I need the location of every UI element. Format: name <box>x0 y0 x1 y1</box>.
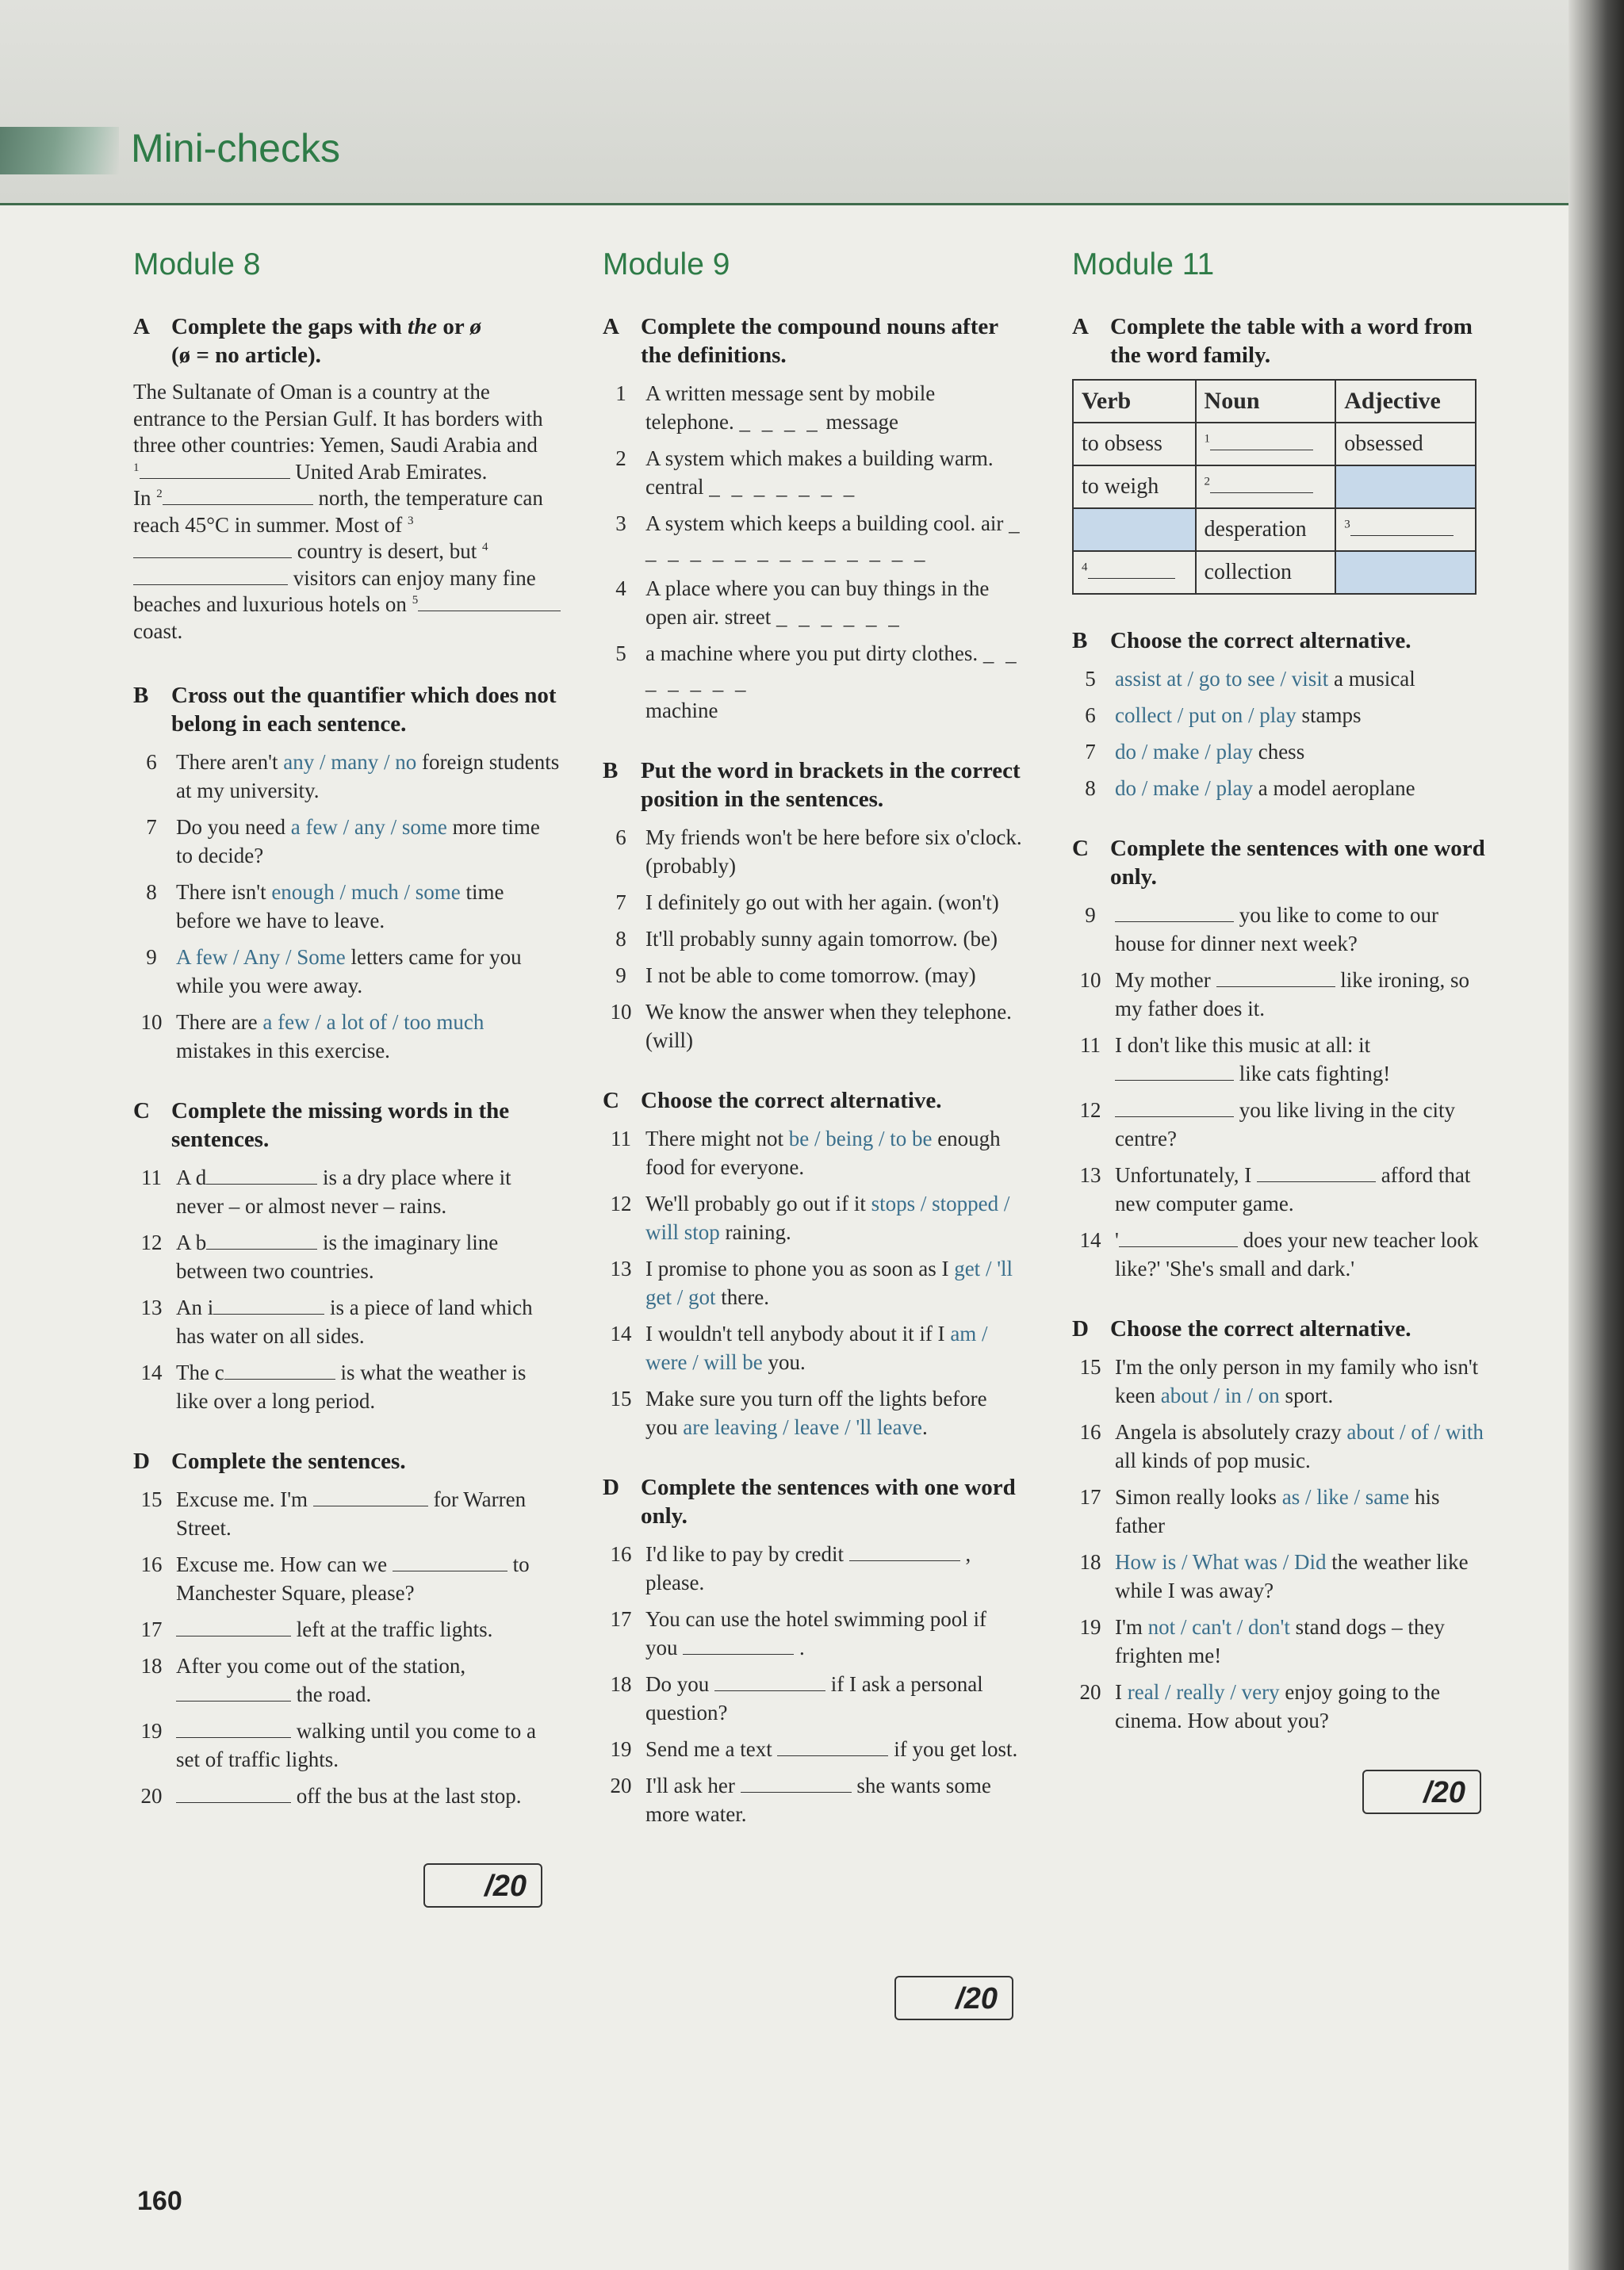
section-letter: A <box>133 314 150 339</box>
module-9-column <box>603 247 1023 1860</box>
exercise-item: 12 A b is the imaginary line between two countries. <box>140 1231 499 1283</box>
header-bar <box>0 0 1570 205</box>
exercise-item: 16 Excuse me. How can we to Manchester Square, please? <box>140 1552 530 1605</box>
module-11-section-d <box>1072 1315 1492 1735</box>
module-9-section-c <box>603 1086 1023 1441</box>
answer-blank[interactable] <box>176 1720 291 1738</box>
book-spine-shadow <box>1568 0 1624 2270</box>
answer-blank[interactable] <box>1115 1062 1234 1081</box>
table-row: desperation $^3$ <box>1073 508 1476 551</box>
gap-5[interactable] <box>418 593 561 611</box>
table-row: $^4$ collection <box>1073 551 1476 594</box>
letter-blanks[interactable]: _ _ _ _ _ _ <box>776 605 902 629</box>
exercise-item: 13 An i is a piece of land which has water on all sides. <box>140 1296 533 1348</box>
exercise-item: 9 you like to come to our house for dinner next week? <box>1085 903 1438 955</box>
page-number: 160 <box>137 2186 182 2216</box>
shaded-cell <box>1335 551 1476 594</box>
answer-blank[interactable] <box>1216 969 1335 987</box>
module-8-section-a <box>133 312 561 645</box>
section-instruction: Complete the gaps with the or ø (ø = no article). <box>171 314 481 368</box>
exercise-item: 11 A d is a dry place where it never – or almost never – rains. <box>141 1166 511 1218</box>
exercise-item: 8 There isn't enough / much / some time before we have to leave. <box>146 880 504 932</box>
exercise-item: 14 ' does your new teacher look like?' 'She's small and dark.' <box>1079 1228 1479 1280</box>
exercise-item: 18 Do you if I ask a personal question? <box>610 1672 983 1725</box>
exercise-item: 13 Unfortunately, I afford that new computer game. <box>1079 1163 1471 1215</box>
answer-blank[interactable] <box>206 1166 317 1185</box>
exercise-item: 11 There might not be / being / to be enough food for everyone. <box>611 1127 1001 1179</box>
exercise-item: 7 I definitely go out with her again. (won't) <box>615 890 999 914</box>
exercise-item: 19 walking until you come to a set of traffic lights. <box>140 1719 536 1771</box>
alternatives[interactable]: do / make / play <box>1115 776 1253 800</box>
exercise-item: 16 I'd like to pay by credit , please. <box>610 1542 971 1594</box>
alternatives[interactable]: A few / Any / Some <box>176 945 346 969</box>
table-blank-cell[interactable]: 4 <box>1073 551 1196 594</box>
section-heading: A Complete the compound nouns after the definitions. <box>603 314 998 368</box>
alternatives[interactable]: get / 'll get / got <box>645 1257 1013 1309</box>
answer-blank[interactable] <box>176 1683 291 1702</box>
page-title: Mini-checks <box>131 126 340 170</box>
alternatives[interactable]: are leaving / leave / 'll leave <box>683 1415 922 1439</box>
shaded-cell <box>1073 508 1196 551</box>
section-heading: D Choose the correct alternative. <box>1072 1316 1411 1342</box>
gap-4[interactable] <box>133 567 288 585</box>
module-9-section-b <box>603 756 1023 1055</box>
module-9-score-box[interactable]: /20 <box>894 1976 1013 2020</box>
section-heading: D Complete the sentences with one word only. <box>603 1475 1016 1529</box>
exercise-item: 15 I'm the only person in my family who isn't keen about / in / on sport. <box>1079 1355 1479 1407</box>
exercise-item: 14 I wouldn't tell anybody about it if I am / were / will be you. <box>610 1322 988 1374</box>
table-row: to obsess $^1$ obsessed <box>1073 423 1476 465</box>
answer-blank[interactable] <box>313 1488 428 1506</box>
exercise-item: 8 It'll probably sunny again tomorrow. (be) <box>615 927 998 951</box>
alternatives[interactable]: about / in / on <box>1160 1384 1280 1407</box>
exercise-item: 20 I real / really / very enjoy going to the cinema. How about you? <box>1079 1680 1441 1732</box>
exercise-item: 5 a machine where you put dirty clothes. _ _ _ _ _ _ _ machine <box>615 641 1020 722</box>
exercise-item: 7 do / make / play chess <box>1085 740 1305 764</box>
exercise-item: 15 Make sure you turn off the lights before you are leaving / leave / 'll leave. <box>610 1387 987 1439</box>
gap-1[interactable] <box>140 461 290 479</box>
exercise-item: 18 After you come out of the station, the road. <box>140 1654 466 1706</box>
letter-blanks[interactable]: _ _ _ _ <box>739 410 821 434</box>
gap-2[interactable] <box>163 487 313 505</box>
answer-blank[interactable] <box>714 1673 825 1691</box>
answer-blank[interactable] <box>176 1785 291 1803</box>
alternatives[interactable]: not / can't / don't <box>1147 1615 1290 1639</box>
answer-blank[interactable] <box>1115 1099 1234 1117</box>
exercise-item: 17 You can use the hotel swimming pool if you . <box>610 1607 986 1659</box>
module-8-section-c <box>133 1097 561 1415</box>
answer-blank[interactable] <box>777 1738 888 1756</box>
exercise-item: 16 Angela is absolutely crazy about / of / with all kinds of pop music. <box>1079 1420 1484 1472</box>
exercise-item: 17 Simon really looks as / like / same his father <box>1079 1485 1440 1537</box>
letter-blanks[interactable]: _ _ _ _ _ _ _ _ _ _ _ _ _ _ <box>645 511 1023 564</box>
answer-blank[interactable] <box>683 1636 794 1655</box>
module-11-section-c <box>1072 834 1492 1283</box>
answer-blank[interactable] <box>1257 1164 1376 1182</box>
section-heading: B Put the word in brackets in the correct position in the sentences. <box>603 758 1021 812</box>
module-11-column <box>1072 247 1492 1767</box>
exercise-item: 15 Excuse me. I'm for Warren Street. <box>140 1487 527 1540</box>
answer-blank[interactable] <box>1119 1229 1238 1247</box>
answer-blank[interactable] <box>206 1231 317 1250</box>
exercise-item: 9 A few / Any / Some letters came for you while you were away. <box>146 945 522 997</box>
exercise-item: 20 I'll ask her she wants some more water. <box>610 1774 991 1826</box>
table-blank-cell[interactable]: 3 <box>1335 508 1476 551</box>
alternatives[interactable]: a few / any / some <box>290 815 447 839</box>
letter-blanks[interactable]: _ _ _ _ _ _ _ <box>645 641 1020 694</box>
answer-blank[interactable] <box>224 1361 335 1380</box>
table-blank-cell[interactable]: 2 <box>1196 465 1336 508</box>
exercise-item: 10 My mother like ironing, so my father does it. <box>1079 968 1469 1020</box>
exercise-item: 8 do / make / play a model aeroplane <box>1085 776 1415 800</box>
oman-gap-text: The Sultanate of Oman is a country at the entrance to the Persian Gulf. It has borders with three other countries: Yemen, Saudi Arabia and $^1$ United Arab Emirates. In $^2$ north, the temperature can reach 45°C in summer. Most of $^3$ country is desert, but $^4$ visitors can enjoy many fine beaches and luxurious hotels on $^5$ coast. <box>133 379 561 645</box>
alternatives[interactable]: am / were / will be <box>645 1322 988 1374</box>
section-heading: C Complete the sentences with one word only. <box>1072 836 1485 890</box>
module-8-title: Module 8 <box>133 247 261 281</box>
exercise-item: 14 The c is what the weather is like over a long period. <box>140 1361 527 1413</box>
exercise-item: 6 collect / put on / play stamps <box>1085 703 1362 727</box>
module-8-section-d <box>133 1447 561 1810</box>
letter-blanks[interactable]: _ _ _ _ _ _ _ <box>709 475 858 499</box>
gap-3[interactable] <box>133 540 292 558</box>
exercise-item: 20 off the bus at the last stop. <box>140 1784 522 1808</box>
exercise-item: 12 you like living in the city centre? <box>1079 1098 1455 1150</box>
answer-blank[interactable] <box>176 1618 291 1636</box>
alternatives[interactable]: collect / put on / play <box>1115 703 1297 727</box>
section-heading: A Complete the table with a word from the word family. <box>1072 314 1473 368</box>
module-9-section-a <box>603 312 1023 725</box>
module-8-column <box>133 247 561 1842</box>
alternatives[interactable]: do / make / play <box>1115 740 1253 764</box>
alternatives[interactable]: a few / a lot of / too much <box>262 1010 485 1034</box>
alternatives[interactable]: stops / stopped / will stop <box>645 1192 1010 1244</box>
exercise-item: 10 There are a few / a lot of / too much mistakes in this exercise. <box>140 1010 485 1062</box>
exercise-item: 17 left at the traffic lights. <box>140 1617 493 1641</box>
exercise-item: 7 Do you need a few / any / some more time to decide? <box>146 815 540 867</box>
exercise-item: 4 A place where you can buy things in the open air. street _ _ _ _ _ _ <box>615 576 990 629</box>
answer-blank[interactable] <box>741 1774 852 1793</box>
alternatives[interactable]: be / being / to be <box>788 1127 933 1150</box>
exercise-item: 5 assist at / go to see / visit a musical <box>1085 667 1415 691</box>
exercise-item: 19 Send me a text if you get lost. <box>610 1737 1018 1761</box>
exercise-item: 6 There aren't any / many / no foreign students at my university. <box>146 750 560 802</box>
table-header-row: Verb Noun Adjective <box>1073 380 1476 423</box>
table-row: to weigh $^2$ <box>1073 465 1476 508</box>
exercise-item: 12 We'll probably go out if it stops / stopped / will stop raining. <box>610 1192 1010 1244</box>
section-heading: B Choose the correct alternative. <box>1072 628 1411 653</box>
section-heading: D Complete the sentences. <box>133 1449 406 1474</box>
header-divider <box>0 203 1578 205</box>
module-11-title: Module 11 <box>1072 247 1215 281</box>
alternatives[interactable]: about / of / with <box>1346 1420 1484 1444</box>
exercise-item: 18 How is / What was / Did the weather like while I was away? <box>1079 1550 1469 1602</box>
answer-blank[interactable] <box>1115 904 1234 922</box>
exercise-item: 1 A written message sent by mobile telephone. _ _ _ _ message <box>615 381 936 434</box>
alternatives[interactable]: as / like / same <box>1281 1485 1410 1509</box>
section-heading <box>133 312 561 369</box>
answer-blank[interactable] <box>393 1553 508 1571</box>
module-9-section-d <box>603 1473 1023 1828</box>
alternatives[interactable]: assist at / go to see / visit <box>1115 667 1329 691</box>
word-family-table <box>1072 379 1477 595</box>
exercise-item: 13 I promise to phone you as soon as I get / 'll get / got there. <box>610 1257 1013 1309</box>
module-11-section-b <box>1072 626 1492 802</box>
section-heading: C Complete the missing words in the sentences. <box>133 1098 510 1152</box>
module-9-title: Module 9 <box>603 247 730 281</box>
table-blank-cell[interactable]: 1 <box>1196 423 1336 465</box>
alternatives[interactable]: enough / much / some <box>271 880 461 904</box>
exercise-item: 10 We know the answer when they telephone. (will) <box>610 1000 1012 1052</box>
exercise-item: 6 My friends won't be here before six o'clock. (probably) <box>615 825 1022 878</box>
exercise-item: 19 I'm not / can't / don't stand dogs – they frighten me! <box>1079 1615 1445 1667</box>
module-8-score-box[interactable]: /20 <box>423 1863 542 1908</box>
shaded-cell <box>1335 465 1476 508</box>
section-heading: C Choose the correct alternative. <box>603 1088 942 1113</box>
exercise-item: 3 A system which keeps a building cool. air _ _ _ _ _ _ _ _ _ _ _ _ _ _ <box>615 511 1023 564</box>
header-photo-strip <box>0 127 119 174</box>
section-heading: B Cross out the quantifier which does not belong in each sentence. <box>133 683 557 737</box>
module-11-section-a <box>1072 312 1492 595</box>
exercise-item: 9 I not be able to come tomorrow. (may) <box>615 963 976 987</box>
module-11-score-box[interactable]: /20 <box>1362 1770 1481 1814</box>
alternatives[interactable]: any / many / no <box>283 750 417 774</box>
answer-blank[interactable] <box>849 1543 960 1561</box>
alternatives[interactable]: How is / What was / Did <box>1115 1550 1327 1574</box>
exercise-item: 2 A system which makes a building warm. central _ _ _ _ _ _ _ <box>615 446 994 499</box>
answer-blank[interactable] <box>213 1296 324 1315</box>
exercise-item: 11 I don't like this music at all: it like cats fighting! <box>1080 1033 1391 1085</box>
alternatives[interactable]: real / really / very <box>1127 1680 1280 1704</box>
module-8-section-b <box>133 681 561 1065</box>
